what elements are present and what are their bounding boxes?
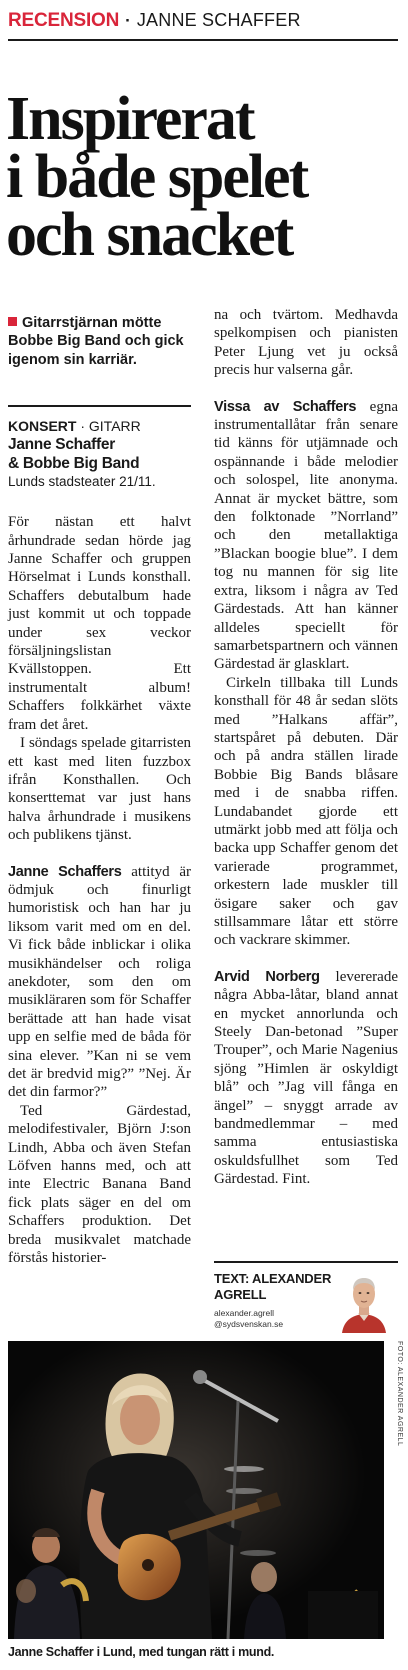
author-portrait [332,1269,396,1333]
paragraph-text: attityd är ödmjuk och finurligt humoristisk och han har ju liksom varit med om en del. Vi fick både inblickar i olika musikhändelser och roliga anekdoter, som den om musikläraren som för Schaffer berättade att han hade visat upp en selfie med de båda för sina elever. ”Kan ni se vem det är bredvid mig?” ”Nej. Är det din farmor?” [8,863,192,1101]
red-square-icon [8,317,17,326]
review-subject: JANNE SCHAFFER [136,10,301,30]
concert-photo [8,1341,384,1639]
paragraph-gap [8,845,191,863]
body-paragraph [8,863,191,1102]
paragraph-lead: Arvid Norberg [214,968,320,985]
section-label: RECENSION [8,10,120,31]
headline-line-3: och snacket [6,201,293,269]
photo-caption: Janne Schaffer i Lund, med tungan rätt i mund. [8,1645,275,1659]
article-headline [6,85,402,269]
body-paragraph [214,968,398,1189]
header-rule [8,39,398,41]
fact-box [8,405,191,491]
fact-separator: · [80,418,86,435]
paragraph-lead: Janne Schaffers [8,863,122,880]
article-ingress [8,314,191,369]
body-paragraph: Ted Gärdestad, melodifestivaler, Björn J:son Lindh, Abba och även Stefan Löfven hanns med, och att inte Electric Banana Band fick plats säger en del om Schaffers produktion. Det breda musikvalet matchade förstås historier- [8,1102,191,1267]
body-paragraph: na och tvärtom. Medhavda spelkompisen och pianisten Peter Ljung vet ju också precis hur valserna går. [214,307,398,379]
photo-credit: FOTO: ALEXANDER AGRELL [396,1341,403,1447]
fact-title-line-2: & Bobbe Big Band [8,455,140,473]
headline-line-2: i både spelet [6,143,308,211]
body-column-right [214,306,398,1189]
headline-line-1: Inspirerat [6,85,254,153]
paragraph-lead: Vissa av Schaffers [214,398,357,415]
byline-label: TEXT: ALEXANDER [214,1271,332,1286]
author-byline [214,1261,398,1335]
ingress-text: Gitarrstjärnan mötte Bobbe Big Band och gick igenom sin karriär. [8,315,184,368]
fact-title-line-1: Janne Schaffer [8,436,115,454]
byline-name: AGRELL [214,1287,267,1302]
body-paragraph: Cirkeln tillbaka till Lunds konsthall för 48 år sedan slöts med ”Halkans affär”, startspåret på debuten. Där och på andra ställen lirade Bobbie Big Bands blåsare med i de snabba riffen. Lundabandet gjorde ett utmärkt jobb med att följa och backa upp Schaffer genom det varierade programmet, orkestern lade muskler till ösigare saker och gav stillsammare låtar ett större och vackrare skimmer. [214,674,398,949]
fact-category-label: KONSERT [8,418,77,435]
paragraph-text: levererade några Abba-låtar, bland annat en mycket annorlunda och Steely Dan-betonad ”Super Trouper”, och Marie Nagenius sjöng ”Himlen är oskyldigt blå” och ”Jag vill fånga en ängel” – snyggt arrade av bandmedlemmar – med samma entusiastiska oskuldsfullhet som Ted Gärdestad. Fint. [214,968,398,1188]
body-paragraph: I söndags spelade gitarristen ett kast med liten fuzzbox ifrån Konsthallen. Och konserttemat var just hans halva århundrade i musikens och publikens tjänst. [8,735,191,844]
byline-handle: @sydsvenskan.se [214,1319,284,1329]
body-column-left [8,314,191,1267]
fact-category [8,417,191,435]
fact-venue: Lunds stadsteater 21/11. [8,474,156,490]
body-paragraph [214,398,398,674]
kicker-separator: · [125,11,131,30]
section-kicker [8,10,398,34]
paragraph-gap [214,380,398,398]
paragraph-text: egna instrumentallåtar från senare tid känns för utjämnade och ospännande i både melodier och solospel, lite anonyma. Annat är mycket bättre, som den folktonade ”Norrland” och den metallaktiga ”Blackan boogie blue”. I dem tog nu mannen för sig lite extra, liksom i några av Ted Gärdestads. Att han känner alldeles speciellt för samarbetspartnern och vännen Gärdestad är glasklart. [214,398,398,673]
paragraph-gap [214,950,398,968]
body-paragraph: För nästan ett halvt århundrade sedan hörde jag Janne Schaffer och gruppen Hörselmat i Lunds konsthall. Schaffers debutalbum hade just kommit ut och toppade under sex veckor försäljningslistan Kvällstoppen. Ett instrumentalt album! Schaffers folkkärhet växte fram det året. [8,514,191,733]
fact-genre: GITARR [88,418,141,435]
byline-email: alexander.agrell [214,1308,275,1318]
